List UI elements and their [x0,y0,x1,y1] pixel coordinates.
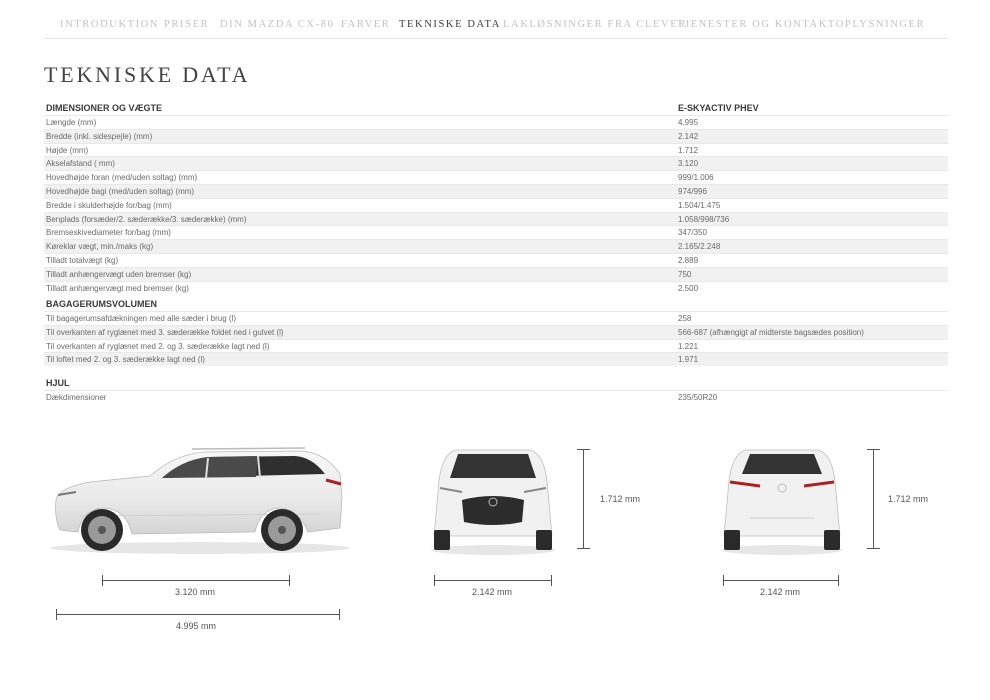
section-heading: HJUL [46,378,70,388]
row-value: 2.142 [678,131,699,141]
nav-item-priser[interactable]: PRISER [164,19,210,30]
spec-rows [44,311,948,366]
row-label: Bredde i skulderhøjde for/bag (mm) [46,200,172,210]
table-row [44,352,948,366]
wheelbase-dimension-line [102,580,290,581]
spec-rows [44,390,948,404]
table-row [44,170,948,184]
section-header [44,101,948,115]
row-value: 235/50R20 [678,393,718,402]
section-heading: DIMENSIONER OG VÆGTE [46,103,163,113]
row-value: 974/996 [678,186,707,196]
row-label: Til overkanten af ryglænet med 3. sæderække foldet ned i gulvet (l) [46,327,284,337]
length-dimension-line [56,614,340,615]
nav-item-farver[interactable]: FARVER [341,19,391,30]
table-row [44,390,948,404]
section-header [44,376,948,390]
table-row [44,311,948,325]
wheelbase-label: 3.120 mm [175,587,216,597]
row-value: 999/1.006 [678,173,714,183]
table-row [44,281,948,295]
table-row [44,212,948,226]
engine-column-heading: E-SKYACTIV PHEV [678,103,759,113]
front-width-label: 2.142 mm [472,587,513,597]
row-value: 4.995 [678,118,699,127]
row-value: 258 [678,314,692,323]
front-height-label: 1.712 mm [600,494,641,504]
front-width-dimension-line [434,580,552,581]
row-value: 1.221 [678,341,699,351]
nav-item-introduktion[interactable]: INTRODUKTION [60,19,160,30]
row-value: 1.058/998/736 [678,214,730,224]
table-row [44,156,948,170]
row-value: 566-687 (afhængigt af midterste bagsædes position) [678,327,864,337]
table-row [44,325,948,339]
row-label: Dækdimensioner [46,393,107,402]
table-row [44,143,948,157]
length-label: 4.995 mm [176,621,217,631]
car-side-view-image [50,440,350,560]
row-label: Højde (mm) [46,145,89,155]
spec-section-luggage [44,297,948,366]
row-value: 347/350 [678,228,707,238]
row-label: Akselafstand ( mm) [46,159,115,169]
row-value: 1.971 [678,355,699,365]
spec-section-dimensions [44,101,948,294]
row-label: Benplads (forsæder/2. sæderække/3. sæderække) (mm) [46,214,247,224]
table-row [44,267,948,281]
section-heading: BAGAGERUMSVOLUMEN [46,299,158,309]
row-value: 750 [678,269,692,279]
nav-item-din-mazda[interactable]: DIN MAZDA CX-80 [220,19,335,30]
row-label: Hovedhøjde foran (med/uden soltag) (mm) [46,173,198,183]
nav-item-lakloesninger[interactable]: LAKLØSNINGER FRA CLEVER [503,19,687,30]
row-label: Til loftet med 2. og 3. sæderække lagt ned (l) [46,355,205,365]
row-label: Længde (mm) [46,118,97,127]
row-value: 2.889 [678,255,699,265]
rear-width-dimension-line [723,580,839,581]
table-row [44,253,948,267]
table-row [44,225,948,239]
rear-height-dimension-line [873,449,874,549]
car-rear-view-image [720,444,844,556]
row-value: 1.712 [678,145,699,155]
row-label: Bredde (inkl. sidespejle) (mm) [46,131,153,141]
section-header [44,297,948,311]
row-value: 2.500 [678,283,699,293]
table-row [44,239,948,253]
table-row [44,115,948,129]
nav-item-tekniske-data[interactable]: TEKNISKE DATA [399,19,501,30]
row-value: 2.165/2.248 [678,242,721,252]
row-label: Tilladt anhængervægt med bremser (kg) [46,283,189,293]
row-label: Tilladt totalvægt (kg) [46,255,119,265]
spec-rows [44,115,948,294]
car-front-view-image [428,444,558,556]
row-label: Bremseskivediameter for/bag (mm) [46,228,171,238]
nav-item-tjenester[interactable]: TJENESTER OG KONTAKTOPLYSNINGER [677,19,926,30]
table-row [44,129,948,143]
row-label: Til overkanten af ryglænet med 2. og 3. sæderække lagt ned (l) [46,341,270,351]
page-title: TEKNISKE DATA [44,62,251,87]
top-navigation [44,0,948,39]
table-row [44,339,948,353]
spec-section-wheels [44,376,948,404]
front-height-dimension-line [583,449,584,549]
row-label: Hovedhøjde bagi (med/uden soltag) (mm) [46,186,195,196]
row-value: 3.120 [678,159,699,169]
table-row [44,198,948,212]
rear-width-label: 2.142 mm [760,587,801,597]
row-label: Tilladt anhængervægt uden bremser (kg) [46,269,192,279]
rear-height-label: 1.712 mm [888,494,929,504]
row-label: Til bagagerumsafdækningen med alle sæder i brug (l) [46,314,237,323]
row-label: Køreklar vægt, min./maks (kg) [46,242,154,252]
table-row [44,184,948,198]
row-value: 1.504/1.475 [678,200,721,210]
